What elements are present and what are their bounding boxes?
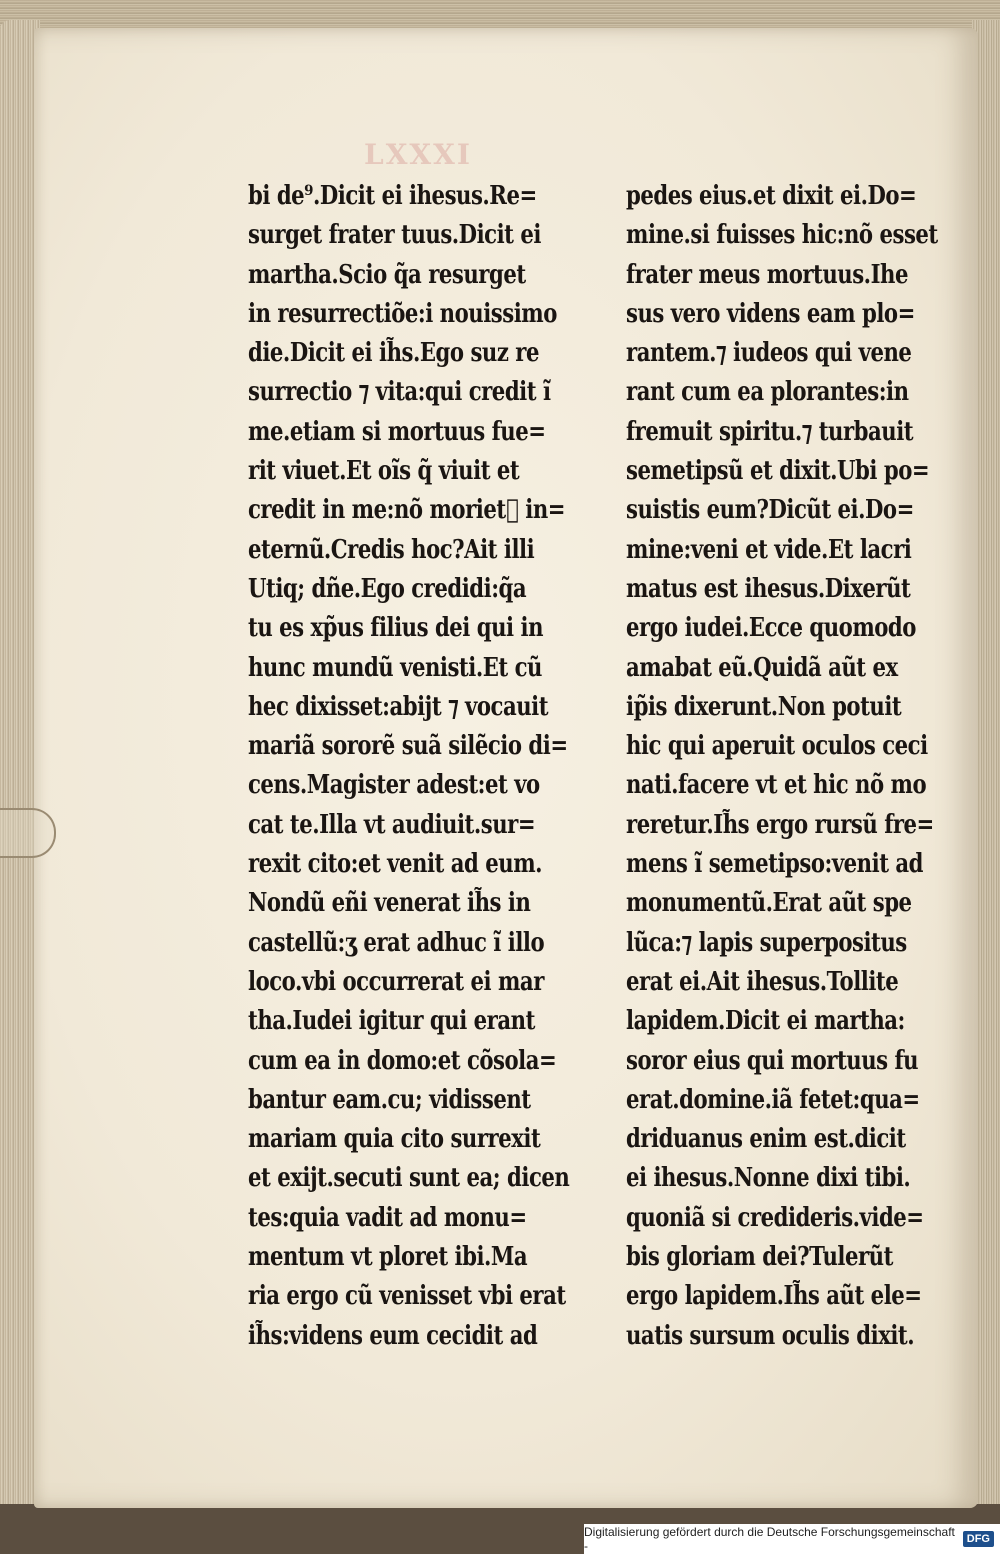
text-line: nati.facere vt et hic nõ mo: [626, 769, 927, 801]
text-line: cens.Magister adest:et vo: [248, 769, 540, 801]
text-line: ih̃s:videns eum cecidit ad: [248, 1319, 538, 1351]
text-line: monumentũ.Erat aũt spe: [626, 887, 912, 919]
text-line: in resurrectiõe:i nouissimo: [248, 297, 557, 329]
text-line: bi de⁹.Dicit ei ihesus.Re=: [248, 180, 537, 211]
text-line: bantur eam.cu; vidissent: [248, 1083, 531, 1115]
text-line: erat.domine.iã fetet:qua=: [626, 1083, 920, 1115]
text-line: rantem.⁊ iudeos qui vene: [626, 337, 912, 369]
text-line: credit in me:nõ morietᷣ in=: [248, 494, 566, 526]
text-line: mariã sororẽ suã silẽcio di=: [248, 730, 568, 762]
text-line: ria ergo cũ venisset vbi erat: [248, 1280, 566, 1312]
text-line: cum ea in domo:et cõsola=: [248, 1044, 557, 1076]
text-line: hunc mundũ venisti.Et cũ: [248, 651, 542, 683]
text-column-right: [626, 176, 956, 1355]
text-line: tu es xp̃us filius dei qui in: [248, 612, 544, 644]
text-line: mariam quia cito surrexit: [248, 1123, 541, 1155]
text-line: mentum vt ploret ibi.Ma: [248, 1241, 528, 1273]
thumb-clip-mark: [0, 808, 56, 858]
text-line: hic qui aperuit oculos ceci: [626, 730, 928, 762]
text-line: mine.si fuisses hic:nõ esset: [626, 219, 938, 251]
text-line: rexit cito:et venit ad eum.: [248, 848, 543, 880]
text-line: rant cum ea plorantes:in: [626, 376, 909, 408]
text-line: ergo lapidem.Ih̃s aũt ele=: [626, 1280, 922, 1312]
manuscript-page: [34, 28, 978, 1508]
text-line: fremuit spiritu.⁊ turbauit: [626, 415, 914, 447]
text-line: matus est ihesus.Dixerũt: [626, 572, 911, 604]
text-line: soror eius qui mortuus fu: [626, 1044, 919, 1076]
text-line: suistis eum?Dicũt ei.Do=: [626, 494, 914, 526]
text-line: tha.Iudei igitur qui erant: [248, 1005, 535, 1037]
text-line: mine:veni et vide.Et lacri: [626, 533, 912, 565]
text-line: eternũ.Credis hoc?Ait illi: [248, 533, 535, 565]
funding-credit: Digitalisierung gefördert durch die Deutsche Forschungsgemeinschaft -: [584, 1525, 955, 1553]
text-line: reretur.Ih̃s ergo rursũ fre=: [626, 808, 934, 840]
text-line: frater meus mortuus.Ihe: [626, 258, 908, 290]
dfg-logo-icon: DFG: [963, 1531, 994, 1547]
text-line: me.etiam si mortuus fue=: [248, 415, 546, 447]
text-line: quoniã si credideris.vide=: [626, 1201, 924, 1233]
text-line: die.Dicit ei ih̃s.Ego suz re: [248, 337, 539, 369]
text-line: rit viuet.Et oĩs q̃ viuit et: [248, 455, 520, 487]
text-line: semetipsũ et dixit.Ubi po=: [626, 455, 930, 487]
text-line: driduanus enim est.dicit: [626, 1123, 906, 1155]
text-column-left: [248, 176, 578, 1355]
text-line: ei ihesus.Nonne dixi tibi.: [626, 1162, 911, 1194]
text-line: amabat eũ.Quidã aũt ex: [626, 651, 898, 683]
footer-credit-bar: [584, 1524, 1000, 1554]
text-line: sus vero videns eam plo=: [626, 297, 915, 329]
text-line: surget frater tuus.Dicit ei: [248, 219, 541, 251]
text-line: ip̃is dixerunt.Non potuit: [626, 690, 902, 722]
text-line: hec dixisset:abijt ⁊ vocauit: [248, 690, 549, 722]
folio-number: LXXXI: [364, 138, 472, 171]
text-line: Nondũ eñi venerat ih̃s in: [248, 887, 531, 919]
text-line: loco.vbi occurrerat ei mar: [248, 965, 544, 997]
text-line: lapidem.Dicit ei martha:: [626, 1005, 905, 1037]
text-line: et exijt.secuti sunt ea; dicen: [248, 1162, 570, 1194]
text-line: ergo iudei.Ecce quomodo: [626, 612, 916, 644]
text-line: Utiq; dñe.Ego credidi:q̃a: [248, 572, 527, 604]
text-line: bis gloriam dei?Tulerũt: [626, 1241, 893, 1273]
text-line: tes:quia vadit ad monu=: [248, 1201, 527, 1233]
text-line: castellũ:ʒ erat adhuc ĩ illo: [248, 926, 545, 958]
text-line: cat te.Illa vt audiuit.sur=: [248, 808, 536, 840]
text-line: pedes eius.et dixit ei.Do=: [626, 180, 917, 211]
text-line: uatis sursum oculis dixit.: [626, 1319, 915, 1351]
text-line: mens ĩ semetipso:venit ad: [626, 848, 924, 880]
text-line: martha.Scio q̃a resurget: [248, 258, 526, 290]
text-line: lũca:⁊ lapis superpositus: [626, 926, 907, 958]
text-line: erat ei.Ait ihesus.Tollite: [626, 965, 899, 997]
text-line: surrectio ⁊ vita:qui credit ĩ: [248, 376, 551, 408]
